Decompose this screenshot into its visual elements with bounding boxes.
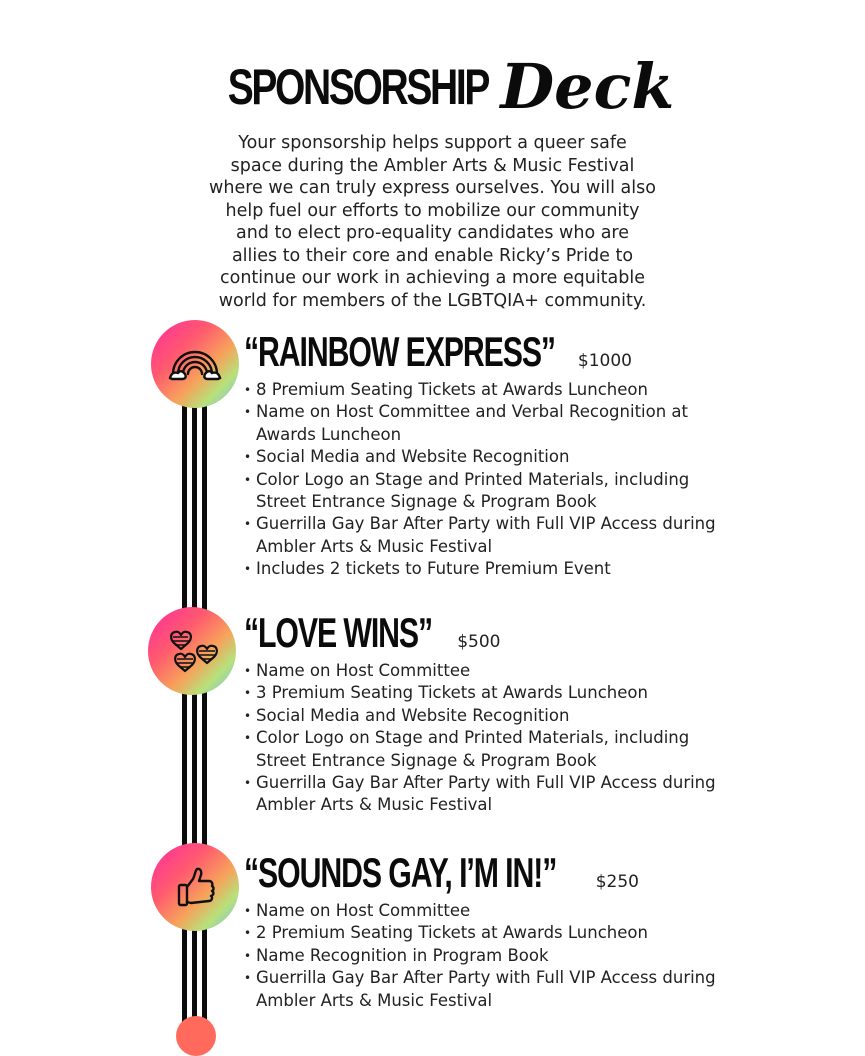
benefit-item: • Guerrilla Gay Bar After Party with Full VIP Access during Ambler Arts & Music Festival <box>244 772 724 817</box>
thumbs-up-icon <box>167 859 223 915</box>
tier-icon-badge <box>148 607 236 695</box>
tier-price: $250 <box>595 872 639 892</box>
benefit-item: • Social Media and Website Recognition <box>244 446 724 468</box>
benefit-item: • 8 Premium Seating Tickets at Awards Luncheon <box>244 379 724 401</box>
intro-line: space during the Ambler Arts & Music Festival <box>230 155 635 176</box>
tier-header <box>244 849 724 900</box>
tier-sounds-gay <box>244 849 724 1012</box>
intro-line: allies to their core and enable Ricky’s Pride to <box>231 245 634 266</box>
intro-line: and to elect pro-equality candidates who are <box>235 223 630 243</box>
benefit-item: • Includes 2 tickets to Future Premium Event <box>244 558 724 580</box>
tier-header <box>244 328 724 379</box>
rainbow-icon <box>167 336 223 392</box>
benefit-item: • Name on Host Committee and Verbal Recognition at Awards Luncheon <box>244 401 724 446</box>
benefit-item: • Name on Host Committee <box>244 900 724 922</box>
tier-icon-badge <box>151 320 239 408</box>
hearts-icon <box>164 623 220 679</box>
intro-line: Your sponsorship helps support a queer safe <box>238 133 627 153</box>
benefit-item: • Color Logo on Stage and Printed Materials, including Street Entrance Signage & Program Book <box>244 727 724 772</box>
intro-line: continue our work in achieving a more equitable <box>219 268 646 288</box>
tier-price: $1000 <box>577 351 632 371</box>
benefit-item: • Name Recognition in Program Book <box>244 945 724 967</box>
intro-line: where we can truly express ourselves. You will also <box>209 178 656 198</box>
intro-line: world for members of the LGBTQIA+ community. <box>218 290 647 311</box>
tier-header <box>244 609 724 660</box>
title-main: SPONSORSHIP <box>227 58 488 115</box>
tier-name: “LOVE WINS” <box>244 609 433 656</box>
intro-paragraph <box>140 132 725 312</box>
benefit-list <box>244 379 724 581</box>
tier-name: “RAINBOW EXPRESS” <box>244 328 555 375</box>
tier-price: $500 <box>457 632 501 652</box>
intro-line: help fuel our efforts to mobilize our community <box>225 200 640 221</box>
tier-love-wins <box>244 609 724 817</box>
benefit-list <box>244 660 724 817</box>
benefit-list <box>244 900 724 1012</box>
benefit-item: • Color Logo an Stage and Printed Materials, including Street Entrance Signage & Program Book <box>244 469 724 514</box>
benefit-item: • 2 Premium Seating Tickets at Awards Luncheon <box>244 922 724 944</box>
tier-rainbow-express <box>244 328 724 581</box>
benefit-item: • Name on Host Committee <box>244 660 724 682</box>
tier-name: “SOUNDS GAY, I’M IN!” <box>244 849 557 896</box>
title-script: Deck <box>500 50 675 123</box>
page-title <box>0 50 865 123</box>
benefit-item: • 3 Premium Seating Tickets at Awards Luncheon <box>244 682 724 704</box>
benefit-item: • Guerrilla Gay Bar After Party with Full VIP Access during Ambler Arts & Music Festival <box>244 513 724 558</box>
benefit-item: • Social Media and Website Recognition <box>244 705 724 727</box>
tier-icon-badge <box>151 843 239 931</box>
benefit-item: • Guerrilla Gay Bar After Party with Full VIP Access during Ambler Arts & Music Festival <box>244 967 724 1012</box>
next-tier-badge-partial <box>176 1016 216 1056</box>
